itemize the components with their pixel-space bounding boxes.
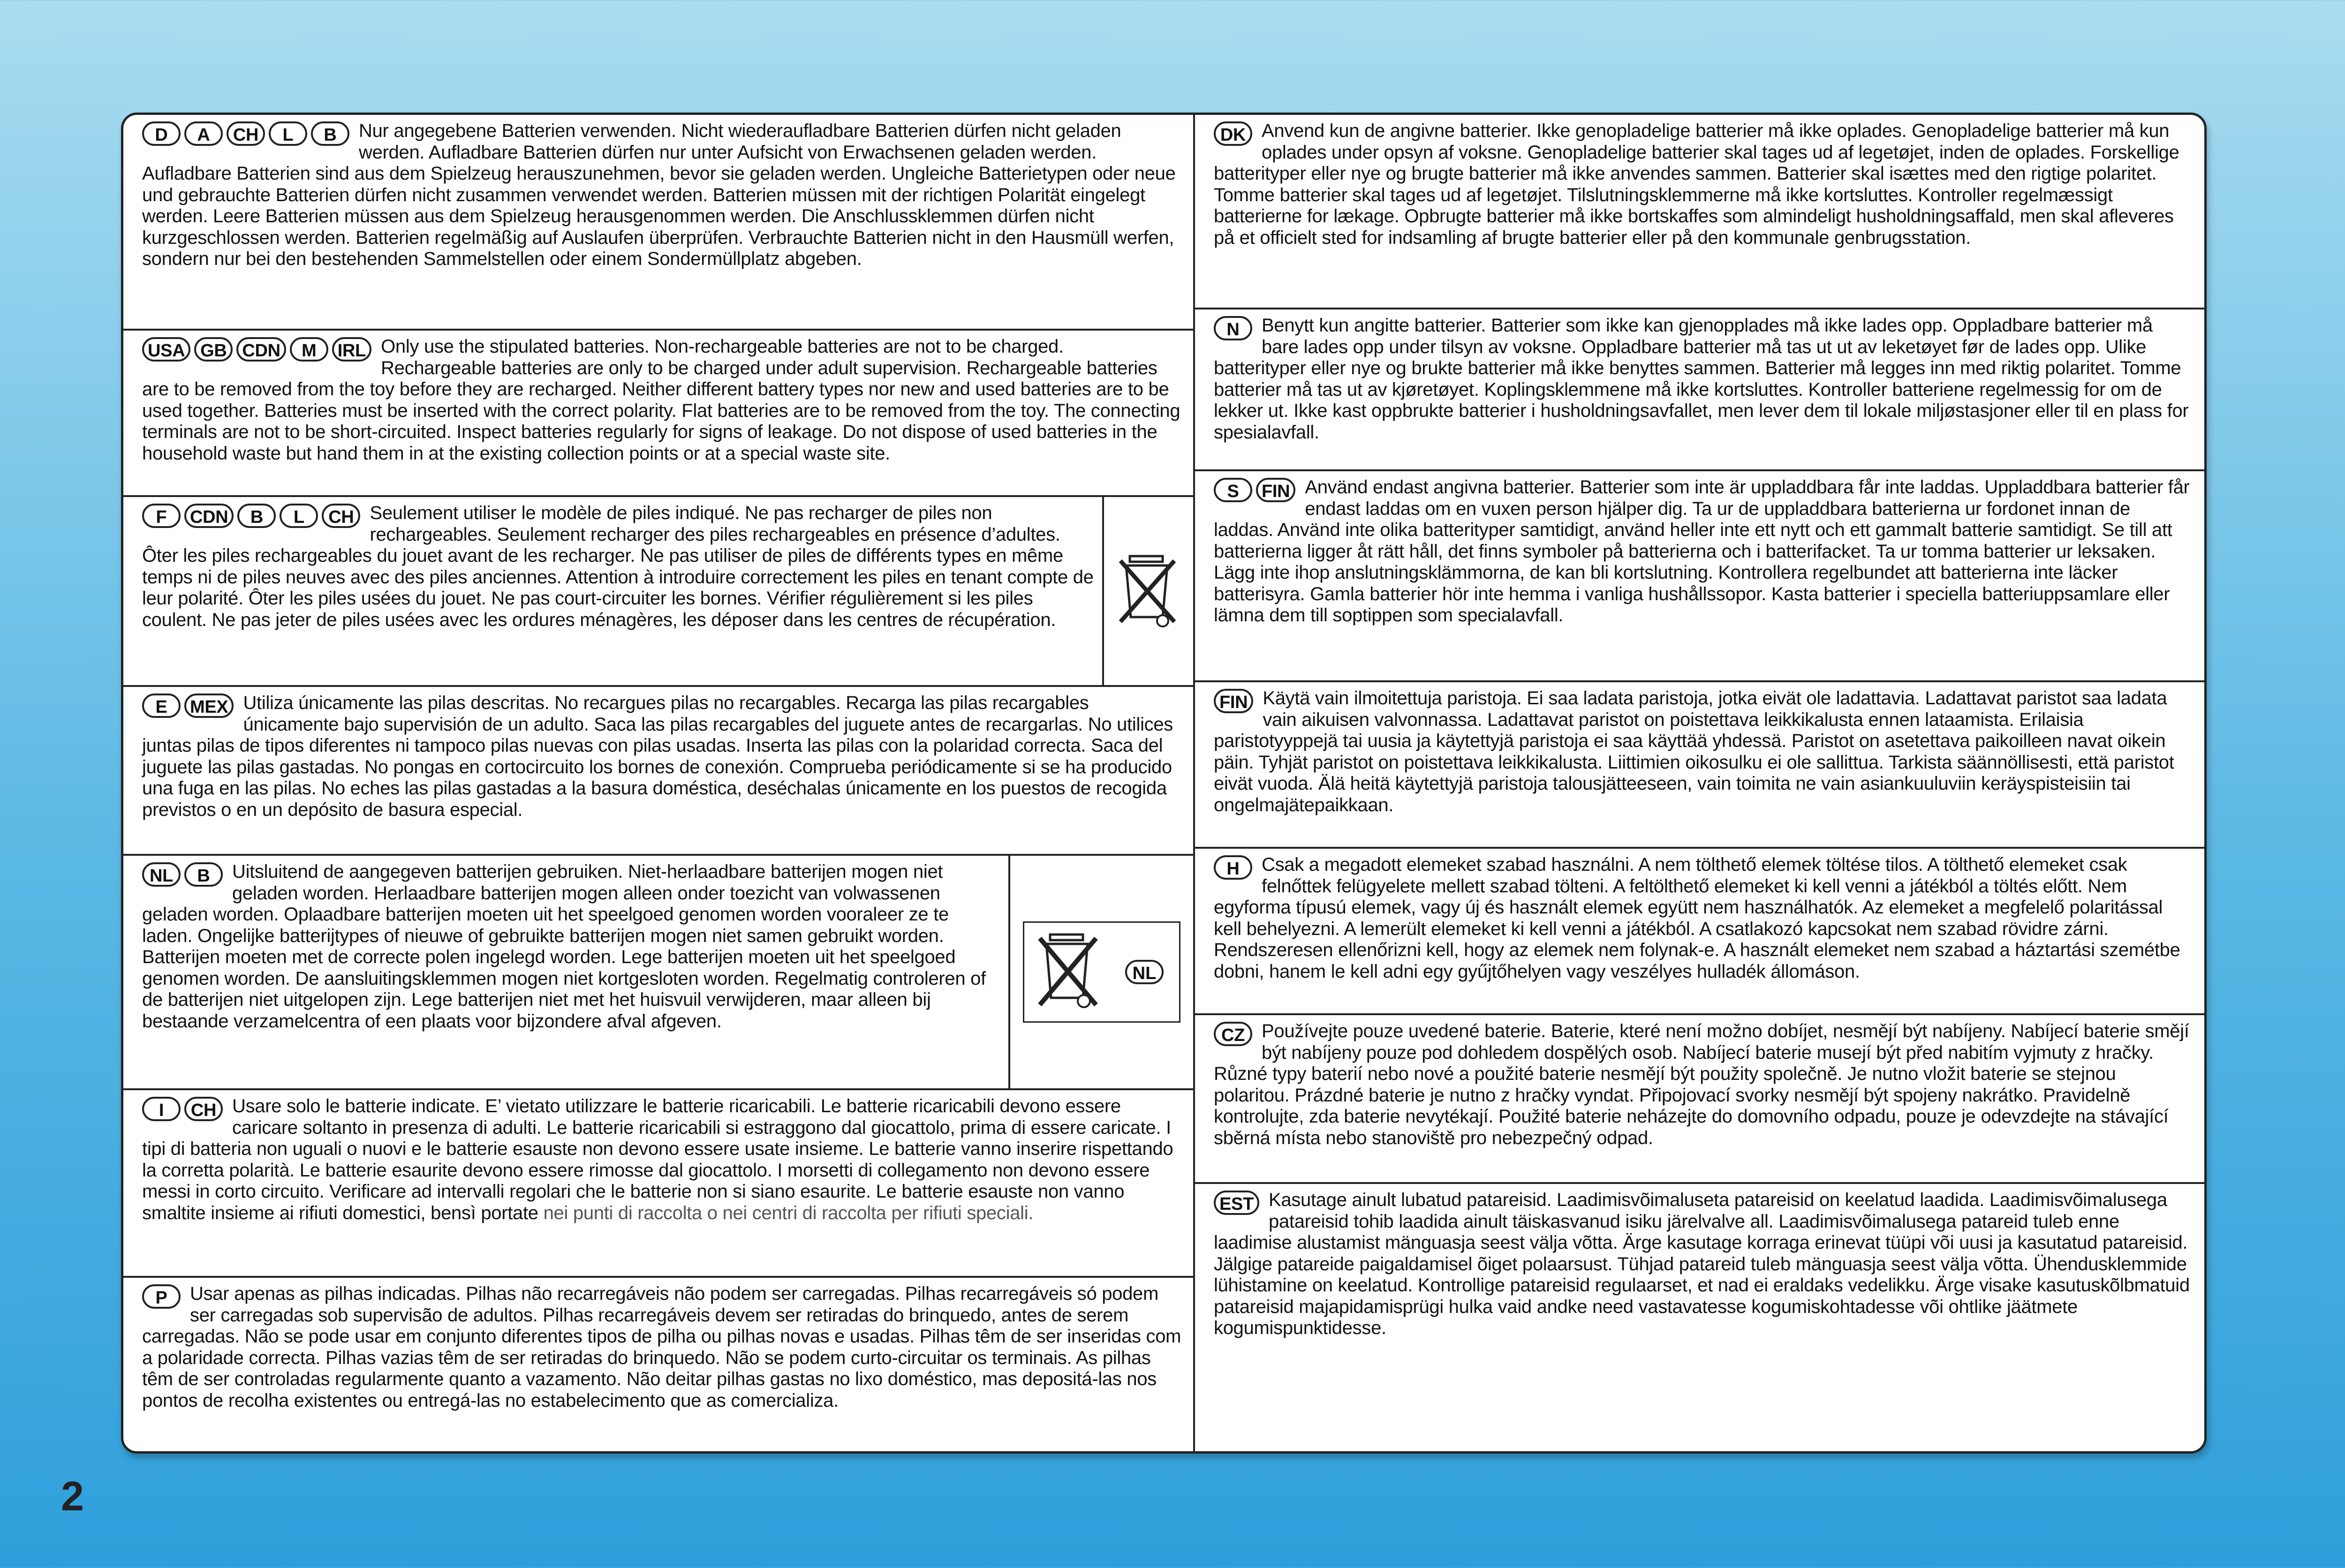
country-code-badge: E — [142, 694, 181, 718]
country-code-badge: CZ — [1214, 1022, 1252, 1046]
block-de-text: Nur angegebene Batterien verwenden. Nicht wiederaufladbare Batterien dürfen nicht geladen werden. Aufladbare Batterien dürfen nur unter Aufsicht von Erwachsenen geladen werden. Aufladbare Batterien sind aus dem Spielzeug herauszunehmen, bevor sie geladen werden. Ungleiche Batterietypen oder neue und gebrauchte Batterien dürfen nicht zusammen verwendet werden. Batterien müssen mit der richtigen Polarität eingelegt werden. Leere Batterien müssen aus dem Spielzeug herausgenommen werden. Die Anschlussklemmen dürfen nicht kurzgeschlossen werden. Batterien regelmäßig auf Auslaufen überprüfen. Verbrauchte Batterien nicht in den Hausmüll werfen, sondern nur bei den bestehenden Sammelstellen oder einem Sondermüllplatz abgeben. — [142, 121, 1176, 269]
block-dk — [1195, 115, 2204, 309]
country-code-badge: S — [1214, 478, 1252, 502]
bin-symbol-box — [1023, 921, 1180, 1023]
country-code-badge: USA — [142, 337, 190, 362]
block-fi-text: Käytä vain ilmoitettuja paristoja. Ei saa ladata paristoja, jotka eivät ole ladattavia. Ladattavat paristot saa ladata vain aikuisen valvonnassa. Ladattavat paristot on poistettava leikkikalusta ennen lataamista. Erilaisia paristotyyppejä tai uusia ja käytettyjä paristoja ei saa käyttää yhdessä. Paristot on asetettava paikoilleen navat oikein päin. Tyhjät paristot on poistettava leikkikalusta. Liittimien oikosulku ei ole sallittua. Tarkista säännöllisesti, että paristot eivät vuoda. Älä heitä käytettyjä paristoja talousjätteeseen, vain toimita ne vain asiankuuluviin keräyspisteisiin tai ongelmajätepaikkaan. — [1214, 688, 2174, 815]
country-code-badge: FIN — [1256, 478, 1295, 502]
country-code-badge: B — [311, 121, 349, 146]
country-code-badge: EST — [1214, 1191, 1259, 1215]
country-code-badge: IRL — [332, 337, 371, 362]
block-ee — [1195, 1184, 2204, 1451]
block-fi — [1195, 682, 2204, 849]
country-code-badge: NL — [142, 862, 181, 887]
block-no-text: Benytt kun angitte batterier. Batterier som ikke kan gjenopplades må ikke lades opp. Oppladbare batterier må bare lades opp under tilsyn av voksne. Oppladbare batterier må tas ut ut av leketøyet før de lades opp. Ulike batterityper eller nye og brukte batterier må ikke benyttes sammen. Batterier må legges inn med riktig polaritet. Tomme batterier må tas ut av kjøretøyet. Koplingsklemmene må ikke kortsluttes. Kontroller batteriene regelmessig for om de lekker ut. Ikke kast oppbrukte batterier i husholdningsavfallet, men lever dem til lokale miljøstasjoner eller til en plass for spesialavfall. — [1214, 315, 2189, 443]
country-code-badge: I — [142, 1097, 181, 1121]
block-es-text: Utiliza únicamente las pilas descritas. No recargues pilas no recargables. Recarga las pilas recargables únicamente bajo supervisión de un adulto. Saca las pilas recargables del juguete antes de recargarlas. No utilices juntas pilas de tipos diferentes ni tampoco pilas nuevas con pilas usadas. Inserta las pilas con la polaridad correcta. Saca del juguete las pilas gastadas. No pongas en cortocircuito los bornes de conexión. Comprueba periódicamente si se ha producido una fuga en las pilas. No eches las pilas gastadas a la basura doméstica, deséchalas únicamente en los puestos de recogida previstos o en un depósito de basura especial. — [142, 693, 1173, 820]
recycling-symbol-panel — [1102, 497, 1193, 685]
block-it — [123, 1090, 1193, 1278]
block-cz — [1195, 1015, 2204, 1184]
country-code-badge: CDN — [236, 337, 286, 362]
country-codes — [142, 337, 375, 362]
block-it-text-tail: nei punti di raccolta o nei centri di raccolta per rifiuti speciali. — [543, 1202, 1034, 1223]
country-codes — [1214, 1191, 1263, 1215]
country-code-badge: B — [184, 862, 223, 887]
block-fr-text: Seulement utiliser le modèle de piles indiqué. Ne pas recharger de piles non rechargeables. Seulement recharger des piles rechargeables en présence d’adultes. Ôter les piles rechargeables du jouet avant de les recharger. Ne pas utiliser de piles de différents types en même temps ni de piles neuves avec des piles anciennes. Attention à introduire correctement les piles en tenant compte de leur polarité. Ôter les piles usées du jouet. Ne pas court-circuiter les bornes. Vérifier régulièrement si les piles coulent. Ne pas jeter de piles usées avec les ordures ménagères, les déposer dans les centres de récupération. — [142, 503, 1094, 630]
block-en-text: Only use the stipulated batteries. Non-rechargeable batteries are not to be charged. Rechargeable batteries are only to be charged under adult supervision. Rechargeable batteries are to be removed from the toy before they are recharged. Neither different battery types nor new and used batteries are to be used together. Batteries must be inserted with the correct polarity. Flat batteries are to be removed from the toy. The connecting terminals are not to be short-circuited. Inspect batteries regularly for signs of leakage. Do not dispose of used batteries in the household waste but hand them in at the existing collection points or at a special waste site. — [142, 336, 1180, 464]
country-code-badge: CH — [184, 1097, 223, 1121]
nl-badge: NL — [1125, 960, 1164, 984]
country-code-badge: A — [184, 121, 223, 146]
country-codes — [142, 1284, 184, 1309]
block-no — [1195, 309, 2204, 471]
country-codes — [142, 1097, 227, 1121]
block-de — [123, 115, 1193, 331]
left-column — [123, 115, 1195, 1451]
country-codes — [142, 862, 227, 887]
battery-instructions-sheet — [121, 113, 2207, 1454]
crossed-out-bin-icon — [1036, 930, 1102, 1014]
country-code-badge: CH — [227, 121, 265, 146]
country-code-badge: P — [142, 1284, 181, 1309]
block-pt-text: Usar apenas as pilhas indicadas. Pilhas não recarregáveis não podem ser carregadas. Pilhas recarregáveis só podem ser carregadas sob supervisão de adultos. Pilhas recarregáveis devem ser retiradas do brinquedo, antes de serem carregadas. Não se pode usar em conjunto diferentes tipos de pilha ou pilhas novas e usadas. Pilhas têm de ser inseridas com a polaridade correcta. Pilhas vazias têm de ser retiradas do brinquedo. Não se podem curto-circuitar os terminais. As pilhas têm de ser controladas regularmente quanto a vazamento. Não deitar pilhas gastas no lixo doméstico, mas depositá-las nos pontos de recolha existentes ou entregá-las no estabelecimento que as comercializa. — [142, 1283, 1181, 1411]
country-code-badge: CH — [322, 504, 360, 528]
country-code-badge: L — [280, 504, 318, 528]
country-code-badge: N — [1214, 316, 1252, 340]
block-dk-text: Anvend kun de angivne batterier. Ikke genopladelige batterier må ikke oplades. Genopladelige batterier må kun oplades under opsyn af voksne. Genopladelige batterier skal tages ud af legetøjet, inden de oplades. Forskellige batterityper eller nye og brugte batterier må ikke anvendes sammen. Batterier skal isættes med den rigtige polaritet. Tomme batterier skal tages ud af legetøjet. Tilslutningsklemmerne må ikke kortsluttes. Kontroller regelmæssigt batterierne for lækage. Opbrugte batterier må ikke bortskaffes som almindeligt husholdningsaffald, men skal afleveres på et officielt sted for indsamling af brugte batterier eller på den kommunale genbrugsstation. — [1214, 121, 2179, 248]
block-fr — [123, 497, 1193, 687]
block-se — [1195, 471, 2204, 682]
country-code-badge: FIN — [1214, 689, 1253, 713]
country-codes — [1214, 316, 1256, 340]
block-text — [142, 121, 1182, 270]
page-number: 2 — [61, 1473, 84, 1519]
block-es — [123, 687, 1193, 856]
country-codes — [142, 694, 237, 718]
right-column — [1195, 115, 2204, 1451]
country-codes — [1214, 1022, 1256, 1046]
country-code-badge: M — [290, 337, 328, 362]
country-codes — [1214, 478, 1299, 502]
country-code-badge: MEX — [184, 694, 234, 718]
country-code-badge: B — [237, 504, 276, 528]
country-codes — [142, 504, 364, 528]
block-en — [123, 331, 1193, 497]
block-cz-text: Používejte pouze uvedené baterie. Baterie, které není možno dobíjet, nesmějí být nabíjeny. Nabíjecí baterie smějí být nabíjeny pouze pod dohledem dospělých osob. Nabíjecí baterie musejí být před nabitím vyjmuty z hračky. Různé typy baterií nebo nové a použité baterie nesmějí být použity společně. Je nutno vložit baterie se stejnou polaritou. Prázdné baterie je nutno z hračky vyndat. Připojovací svorky nesmějí být spojeny nakrátko. Pravidelně kontrolujte, zda baterie nevytékají. Použité baterie neházejte do domovního odpadu, pouze je odevzdejte na stávající sběrná místa nebo stanoviště pro nebezpečný odpad. — [1214, 1021, 2189, 1148]
block-ee-text: Kasutage ainult lubatud patareisid. Laadimisvõimaluseta patareisid on keelatud laadida. Laadimisvõimalusega patareisid tohib laadida ainult täiskasvanud isiku järelvalve all. Laadimisvõimalusega patareid tuleb enne laadimise alustamist mänguasja seest välja võtta. Ärge kasutage korraga erinevat tüüpi või uusi ja kasutatud patareisid. Jälgige patareide paigaldamisel õiget polaarsust. Tühjad patareid tuleb mänguasja seest välja võtta. Ühendusklemmide lühistamine on keelatud. Kontrollige patareisid regulaarset, et nad ei eraldaks vedelikku. Ärge visake kasutuskõlbmatuid patareisid majapidamisprügi hulka vaid andke need vastavatesse kogumiskohtadesse või ohtlike jäätmete kogumispunktidesse. — [1214, 1190, 2190, 1338]
country-codes — [1214, 855, 1256, 880]
block-nl — [123, 856, 1193, 1090]
country-code-badge: GB — [194, 337, 233, 362]
country-code-badge: L — [269, 121, 307, 146]
block-hu — [1195, 849, 2204, 1015]
country-codes — [142, 121, 353, 146]
country-codes — [1214, 121, 1256, 146]
country-code-badge: D — [142, 121, 181, 146]
block-nl-text: Uitsluitend de aangegeven batterijen gebruiken. Niet-herlaadbare batterijen mogen niet geladen worden. Herlaadbare batterijen mogen alleen onder toezicht van volwassenen geladen worden. Oplaadbare batterijen moeten uit het speelgoed genomen worden vooraleer ze te laden. Ongelijke batterijtypes of nieuwe of gebruikte batterijen mogen niet samen gebruikt worden. Batterijen moeten met de correcte polen ingelegd worden. Lege batterijen moeten uit het speelgoed genomen worden. De aansluitingsklemmen mogen niet kortgesloten worden. Regelmatig controleren of de batterijen niet uitgelopen zijn. Lege batterijen niet met het huisvuil verwijderen, maar alleen bij bestaande verzamelcentra of een plaats voor bijzondere afval afgeven. — [142, 861, 986, 1032]
block-it-text: Usare solo le batterie indicate. E’ vietato utilizzare le batterie ricaricabili. Le batterie ricaricabili devono essere caricare soltanto in presenza di adulti. Le batterie ricaricabili si estraggono dal giocattolo, prima di essere caricate. I tipi di batteria non uguali o nuovi e le batterie esauste non devono essere usate insieme. Le batterie vanno inserire rispettando la corretta polarità. Le batterie esaurite devono essere rimosse dal giocattolo. I morsetti di collegamento non devono essere messi in corto circuito. Verificare ad intervalli regolari che le batterie non si siano esaurite. Le batterie esauste non vanno smaltite insieme ai rifiuti domestici, bensì portate — [142, 1096, 1173, 1223]
country-codes — [1214, 689, 1257, 713]
block-se-text: Använd endast angivna batterier. Batterier som inte är uppladdbara får inte laddas. Uppladdbara batterier får endast laddas om en vuxen person hjälper dig. Ta ur de uppladdbara batterierna ur fordonet innan de laddas. Använd inte olika batterityper samtidigt, använd heller inte ett nytt och ett gammalt batterie samtidigt. Se till att batterierna ligger åt rätt håll, det finns symboler på batterierna och i batterifacket. Ta ur tomma batterier ur leksaken. Lägg inte ihop anslutningsklämmorna, de kan bli kortslutning. Kontrollera regelbundet att batterierna inte läcker batterisyra. Gamla batterier hör inte hemma i vanliga hushållssopor. Kasta batterier i speciella batteriuppsamlare eller lämna dem till soptippen som specialavfall. — [1214, 477, 2190, 626]
crossed-out-bin-icon — [1116, 551, 1181, 631]
country-code-badge: H — [1214, 855, 1252, 880]
block-hu-text: Csak a megadott elemeket szabad használni. A nem tölthető elemek töltése tilos. A tölthető elemeket csak felnőttek felügyelete mellett szabad tölteni. A feltölthető elemeket ki kell venni a játékból a töltés előtt. Nem egyforma típusú elemek, vagy új és használt elemek együtt nem használhatók. Az elemeket a megfelelő polaritással kell behelyezni. A lemerült elemeket ki kell venni a játékból. A csatlakozó kapcsokat nem szabad rövidre zárni. Rendszeresen ellenőrizni kell, hogy az elemek nem folynak-e. A használt elemeket nem szabad a háztartási szemétbe dobni, hanem le kell adni egy gyűjtőhelyen vagy veszélyes hulladék állomáson. — [1214, 854, 2180, 982]
block-pt — [123, 1278, 1193, 1451]
country-code-badge: F — [142, 504, 181, 528]
country-code-badge: CDN — [184, 504, 234, 528]
country-code-badge: DK — [1214, 121, 1252, 146]
recycling-symbol-panel — [1008, 856, 1193, 1088]
